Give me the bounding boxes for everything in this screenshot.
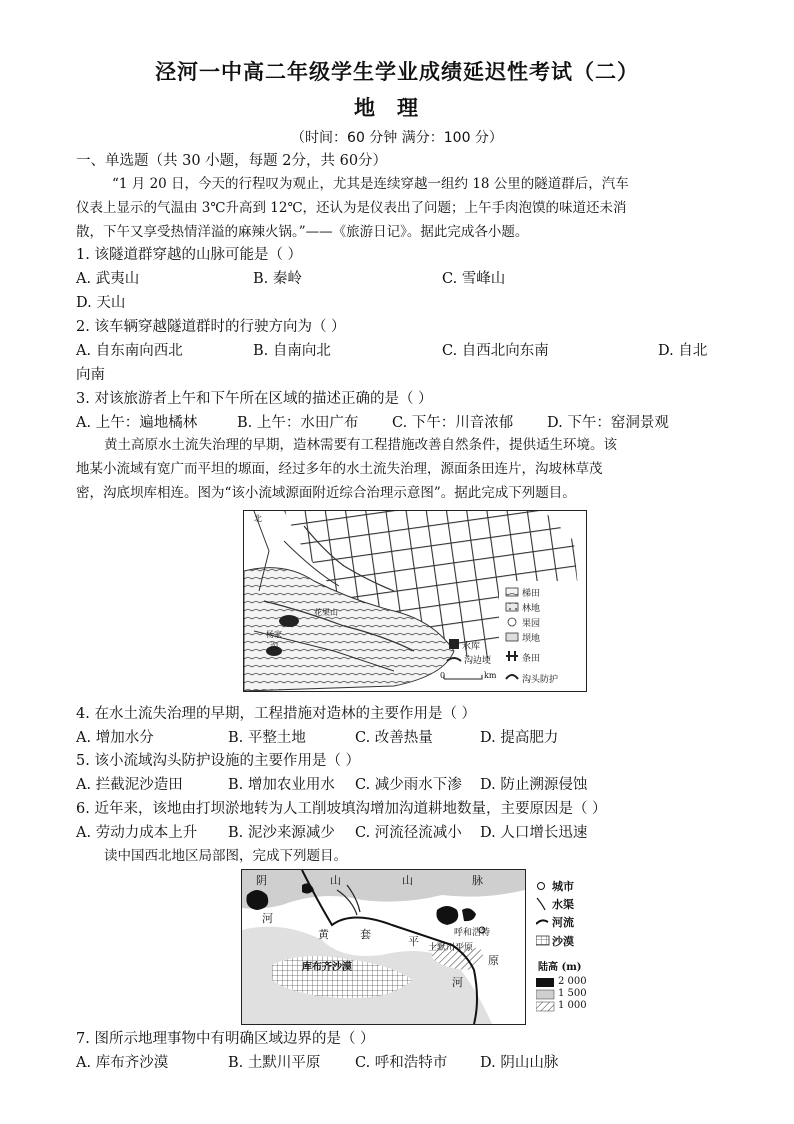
q3-stem: 3. 对该旅游者上午和下午所在区域的描述正确的是（ ） — [76, 391, 433, 407]
q2-option-d-cont: 向南 — [76, 367, 105, 383]
legend-canal-label: 水渠 — [552, 898, 574, 911]
scale-zero: 0 — [440, 671, 446, 680]
map-label-kubuqi: 库布齐沙漠 — [302, 962, 352, 973]
figure-watershed-diagram — [243, 510, 587, 692]
q5-stem: 5. 该小流域沟头防护设施的主要作用是（ ） — [76, 753, 361, 769]
map-label-yuan: 原 — [488, 954, 499, 967]
legend-gully-ridge-symbol — [447, 658, 461, 661]
legend-label-gully-ridge: 沟边埂 — [464, 656, 492, 666]
place-label-3: 沟 — [270, 642, 278, 651]
q5-option-a: A. 拦截泥沙造田 — [76, 777, 183, 793]
passage3: 读中国西北地区局部图，完成下列题目。 — [104, 848, 347, 864]
q6-option-c: C. 河流径流减小 — [355, 825, 462, 841]
q7-option-d: D. 阴山山脉 — [480, 1055, 559, 1071]
q7-option-b: B. 土默川平原 — [228, 1055, 321, 1071]
q3-option-a: A. 上午：遍地橘林 — [76, 415, 198, 431]
q1-option-c: C. 雪峰山 — [442, 271, 506, 287]
q1-option-d: D. 天山 — [76, 295, 126, 311]
legend-river-label: 河流 — [552, 916, 574, 929]
legend-label-damland: 坝地 — [522, 634, 541, 644]
legend-city-symbol — [538, 883, 545, 890]
q5-option-b: B. 增加农业用水 — [228, 777, 335, 793]
legend-desert-symbol — [536, 936, 549, 945]
map-label-mai: 脉 — [472, 874, 483, 887]
legend-elev-1500 — [536, 990, 554, 999]
q7-stem: 7. 图所示地理事物中有明确区域边界的是（ ） — [76, 1031, 375, 1047]
legend-label-orchard: 果园 — [522, 619, 541, 629]
q3-option-d: D. 下午：窑洞景观 — [547, 415, 669, 431]
legend-elev-1000 — [536, 1002, 554, 1011]
scale-unit: km — [484, 671, 497, 680]
map-label-he1: 河 — [262, 912, 273, 925]
map-label-shan1: 山 — [330, 874, 341, 887]
passage1-line1: “1 月 20 日，今天的行程叹为观止，尤其是连续穿越一组约 18 公里的隧道群后，汽车 — [112, 176, 629, 192]
scale-bar — [444, 675, 482, 679]
q1-option-b: B. 秦岭 — [253, 271, 302, 287]
q4-option-d: D. 提高肥力 — [480, 730, 559, 746]
q5-option-d: D. 防止溯源侵蚀 — [480, 777, 588, 793]
legend-reservoir-symbol — [449, 639, 459, 649]
legend-elev-title: 陆高 (m) — [538, 962, 582, 973]
q2-option-a: A. 自东南向西北 — [76, 343, 183, 359]
legend-terrace-symbol — [506, 588, 518, 596]
q1-option-a: A. 武夷山 — [76, 271, 140, 287]
legend-elev-2000-label: 2 000 — [558, 976, 587, 987]
q2-option-b: B. 自南向北 — [253, 343, 331, 359]
place-label-1: 花果山 — [314, 608, 338, 617]
q6-option-b: B. 泥沙来源减少 — [228, 825, 335, 841]
legend-label-reservoir: 水库 — [462, 642, 481, 652]
q3-option-b: B. 上午：水田广布 — [237, 415, 359, 431]
q6-option-a: A. 劳动力成本上升 — [76, 825, 198, 841]
q2-option-d: D. 自北 — [658, 343, 708, 359]
q7-option-c: C. 呼和浩特市 — [355, 1055, 448, 1071]
legend-elev-2000 — [536, 978, 554, 987]
figure-northwest-china-map — [241, 869, 526, 1025]
section-heading: 一、单选题（共 30 小题，每题 2分，共 60分） — [76, 153, 388, 169]
map-label-hohhot: 呼和浩特 — [454, 928, 491, 938]
legend-city-label: 城市 — [552, 880, 574, 893]
q4-option-c: C. 改善热量 — [355, 730, 433, 746]
q2-stem: 2. 该车辆穿越隧道群时的行驶方向为（ ） — [76, 319, 346, 335]
map-label-huang: 黄 — [318, 928, 329, 941]
q6-stem: 6. 近年来，该地由打坝淤地转为人工削坡填沟增加沟道耕地数量，主要原因是（ ） — [76, 801, 607, 817]
q7-option-a: A. 库布齐沙漠 — [76, 1055, 169, 1071]
reservoir-1 — [279, 615, 299, 627]
passage2-line1: 黄土高原水土流失治理的早期，造林需要有工程措施改善自然条件，提供适生环境。该 — [104, 437, 617, 453]
map-label-yin: 阴 — [256, 874, 267, 887]
q4-option-b: B. 平整土地 — [228, 730, 306, 746]
legend-desert-label: 沙漠 — [552, 935, 574, 948]
legend-label-strip-field: 条田 — [522, 654, 541, 664]
q1-stem: 1. 该隧道群穿越的山脉可能是（ ） — [76, 247, 303, 263]
subject-title: 地理 — [354, 96, 440, 120]
passage1-line3: 散，下午又享受热情洋溢的麻辣火锅。”——《旅游日记》。据此完成各小题。 — [76, 224, 529, 240]
legend-damland-symbol — [506, 633, 518, 641]
map-label-tumochuan: 土默川平原 — [428, 943, 474, 953]
map-legend — [536, 874, 606, 1022]
legend-label-terrace: 梯田 — [522, 589, 541, 599]
map-label-tao: 套 — [360, 928, 371, 941]
legend-label-gully-head: 沟头防护 — [522, 675, 559, 685]
legend-elev-1000-label: 1 000 — [558, 1000, 587, 1011]
nw-china-map-svg — [242, 870, 525, 1024]
legend-canal-symbol — [537, 898, 545, 910]
map-label-shan2: 山 — [402, 874, 413, 887]
legend-elev-1500-label: 1 500 — [558, 988, 587, 999]
time-info: （时间：60 分钟 满分：100 分） — [291, 130, 503, 146]
q4-option-a: A. 增加水分 — [76, 730, 154, 746]
legend-river-symbol — [536, 920, 548, 924]
q5-option-c: C. 减少雨水下渗 — [355, 777, 462, 793]
place-label-2: 杨家 — [266, 630, 282, 639]
q4-stem: 4. 在水土流失治理的早期，工程措施对造林的主要作用是（ ） — [76, 706, 477, 722]
q3-option-c: C. 下午：川音浓郁 — [392, 415, 514, 431]
legend-forest-symbol — [506, 603, 518, 611]
north-label: 北 — [254, 514, 262, 523]
q6-option-d: D. 人口增长迅速 — [480, 825, 588, 841]
passage1-line2: 仪表上显示的气温由 3℃升高到 12℃，还认为是仪表出了问题；上午手肉泡馍的味道还未消 — [76, 200, 627, 216]
exam-title: 泾河一中高二年级学生学业成绩延迟性考试（二） — [155, 60, 639, 84]
map-label-he2: 河 — [452, 976, 463, 989]
legend-orchard-symbol — [508, 618, 516, 626]
q2-option-c: C. 自西北向东南 — [442, 343, 549, 359]
map-label-ping: 平 — [408, 935, 419, 948]
legend-label-forest: 林地 — [522, 604, 541, 614]
passage2-line2: 地某小流域有宽广而平坦的塬面，经过多年的水土流失治理，源面条田连片，沟坡林草茂 — [76, 461, 603, 477]
passage2-line3: 密，沟底坝库相连。图为“该小流域源面附近综合治理示意图”。据此完成下列题目。 — [76, 485, 576, 501]
